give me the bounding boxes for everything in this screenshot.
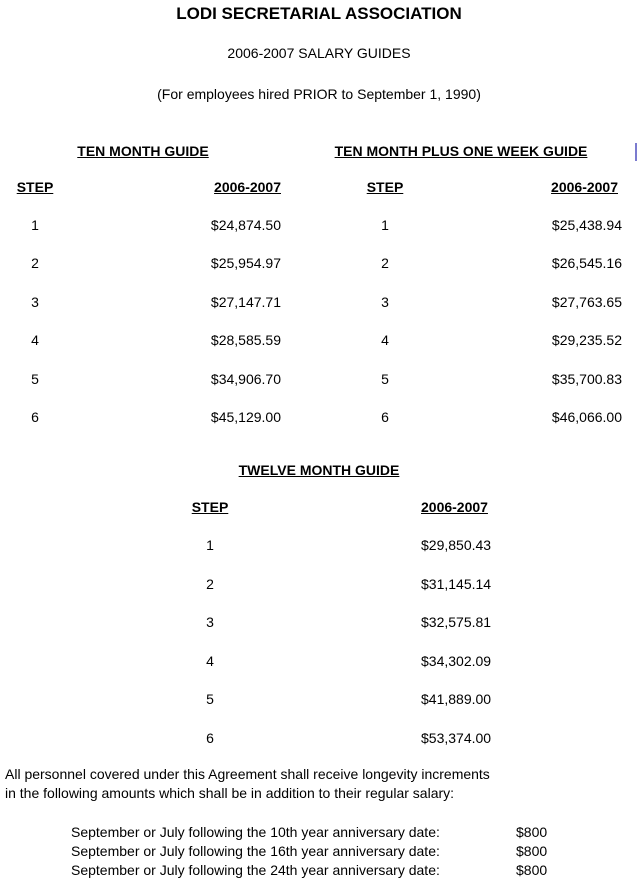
ten-month-amount-4: $28,585.59 (210, 332, 281, 349)
ten-month-plus-week-amount-5: $35,700.83 (551, 370, 622, 387)
ten-month-amount-2: $25,954.97 (210, 255, 281, 272)
margin-marker (635, 143, 637, 161)
twelve-month-year-header: 2006-2007 (421, 499, 488, 515)
longevity-item-label: September or July following the 16th year anniversary date: (71, 843, 440, 859)
ten-month-amount-6: $45,129.00 (210, 409, 281, 425)
page-subtitle: 2006-2007 SALARY GUIDES (227, 45, 411, 61)
twelve-month-amount-4: $34,302.09 (421, 652, 492, 669)
twelve-month-amount-1: $29,850.43 (421, 537, 492, 553)
twelve-month-step-2: 2 (206, 575, 214, 592)
ten-month-amount-1: $24,874.50 (210, 217, 281, 233)
ten-month-step-4: 4 (31, 332, 39, 349)
ten-month-plus-week-year-header: 2006-2007 (551, 179, 618, 195)
longevity-item-amount: $800 (516, 843, 548, 859)
ten-month-plus-week-step-3: 3 (381, 293, 389, 310)
longevity-item-amount: $800 (516, 862, 548, 878)
twelve-month-step-1: 1 (206, 537, 214, 553)
ten-month-plus-week-step-1: 1 (381, 217, 389, 233)
ten-month-plus-week-step-2: 2 (381, 255, 389, 272)
ten-month-plus-week-amount-4: $29,235.52 (551, 332, 622, 349)
twelve-month-step-header: STEP (191, 499, 229, 515)
longevity-intro-line-1: All personnel covered under this Agreement shall receive longevity increments (5, 766, 490, 782)
longevity-item-label: September or July following the 10th year anniversary date: (71, 824, 440, 840)
ten-month-plus-week-step-5: 5 (381, 370, 389, 387)
twelve-month-guide-title: TWELVE MONTH GUIDE (238, 462, 400, 478)
twelve-month-amount-2: $31,145.14 (421, 575, 492, 592)
ten-month-plus-week-amount-2: $26,545.16 (551, 255, 622, 272)
twelve-month-step-3: 3 (206, 614, 214, 631)
twelve-month-step-6: 6 (206, 730, 214, 746)
ten-month-plus-week-step-header: STEP (366, 179, 404, 195)
ten-month-step-2: 2 (31, 255, 39, 272)
eligibility-note: (For employees hired PRIOR to September 1, 1990) (157, 86, 481, 102)
ten-month-plus-week-guide-title: TEN MONTH PLUS ONE WEEK GUIDE (334, 143, 588, 159)
longevity-item-amount: $800 (516, 824, 548, 840)
ten-month-step-5: 5 (31, 370, 39, 387)
ten-month-plus-week-amount-1: $25,438.94 (551, 217, 622, 233)
twelve-month-amount-5: $41,889.00 (421, 691, 492, 708)
ten-month-step-1: 1 (31, 217, 39, 233)
page-title: LODI SECRETARIAL ASSOCIATION (176, 4, 462, 23)
ten-month-step-6: 6 (31, 409, 39, 425)
twelve-month-step-5: 5 (206, 691, 214, 708)
longevity-item-label: September or July following the 24th year anniversary date: (71, 862, 440, 878)
ten-month-plus-week-step-4: 4 (381, 332, 389, 349)
longevity-intro-line-2: in the following amounts which shall be in addition to their regular salary: (5, 785, 455, 801)
twelve-month-amount-3: $32,575.81 (421, 614, 492, 631)
ten-month-amount-3: $27,147.71 (210, 293, 281, 310)
ten-month-guide-title: TEN MONTH GUIDE (77, 143, 209, 159)
ten-month-step-header: STEP (16, 179, 54, 195)
ten-month-plus-week-step-6: 6 (381, 409, 389, 425)
twelve-month-step-4: 4 (206, 652, 214, 669)
ten-month-step-3: 3 (31, 293, 39, 310)
ten-month-plus-week-amount-6: $46,066.00 (551, 409, 622, 425)
ten-month-amount-5: $34,906.70 (210, 370, 281, 387)
twelve-month-amount-6: $53,374.00 (421, 730, 492, 746)
ten-month-plus-week-amount-3: $27,763.65 (551, 293, 622, 310)
ten-month-year-header: 2006-2007 (214, 179, 281, 195)
